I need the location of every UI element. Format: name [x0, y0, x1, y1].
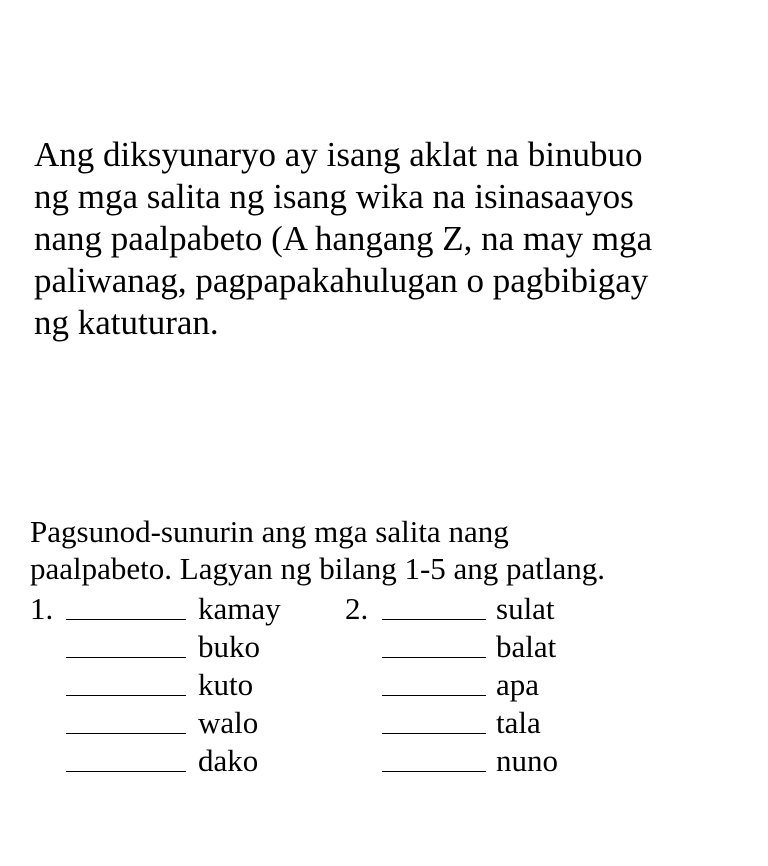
answer-blank[interactable] — [382, 695, 486, 696]
definition-line: paliwanag, pagpapakahulugan o pagbibigay — [34, 261, 649, 300]
exercise-row — [30, 628, 750, 666]
answer-blank[interactable] — [382, 657, 486, 658]
definition-paragraph — [34, 134, 734, 344]
group2-word: tala — [496, 705, 541, 740]
answer-blank[interactable] — [66, 619, 186, 620]
answer-blank[interactable] — [66, 695, 186, 696]
instructions-line: paalpabeto. Lagyan ng bilang 1-5 ang patlang. — [30, 551, 606, 586]
definition-line: ng mga salita ng isang wika na isinasaayos — [34, 177, 634, 216]
answer-blank[interactable] — [66, 771, 186, 772]
exercise-row — [30, 704, 750, 742]
group1-word: kamay — [198, 591, 281, 626]
answer-blank[interactable] — [66, 657, 186, 658]
answer-blank[interactable] — [66, 733, 186, 734]
instructions-line: Pagsunod-sunurin ang mga salita nang — [30, 514, 509, 549]
exercise-row — [30, 742, 750, 780]
group1-word: kuto — [198, 667, 254, 702]
exercise-row — [30, 666, 750, 704]
group1-number: 1. — [30, 591, 54, 626]
definition-line: nang paalpabeto (A hangang Z, na may mga — [34, 219, 653, 258]
definition-line: Ang diksyunaryo ay isang aklat na binubuo — [34, 135, 643, 174]
answer-blank[interactable] — [382, 771, 486, 772]
group1-word: buko — [198, 629, 260, 664]
group1-word: dako — [198, 743, 259, 778]
group2-word: balat — [496, 629, 557, 664]
answer-blank[interactable] — [382, 733, 486, 734]
group2-word: nuno — [496, 743, 558, 778]
instructions — [30, 513, 750, 587]
answer-blank[interactable] — [382, 619, 486, 620]
group1-word: walo — [198, 705, 259, 740]
group2-number: 2. — [345, 591, 369, 626]
group2-word: apa — [496, 667, 540, 702]
exercise-row — [30, 590, 750, 628]
group2-word: sulat — [496, 591, 555, 626]
definition-line: ng katuturan. — [34, 303, 219, 342]
exercise — [30, 590, 750, 780]
